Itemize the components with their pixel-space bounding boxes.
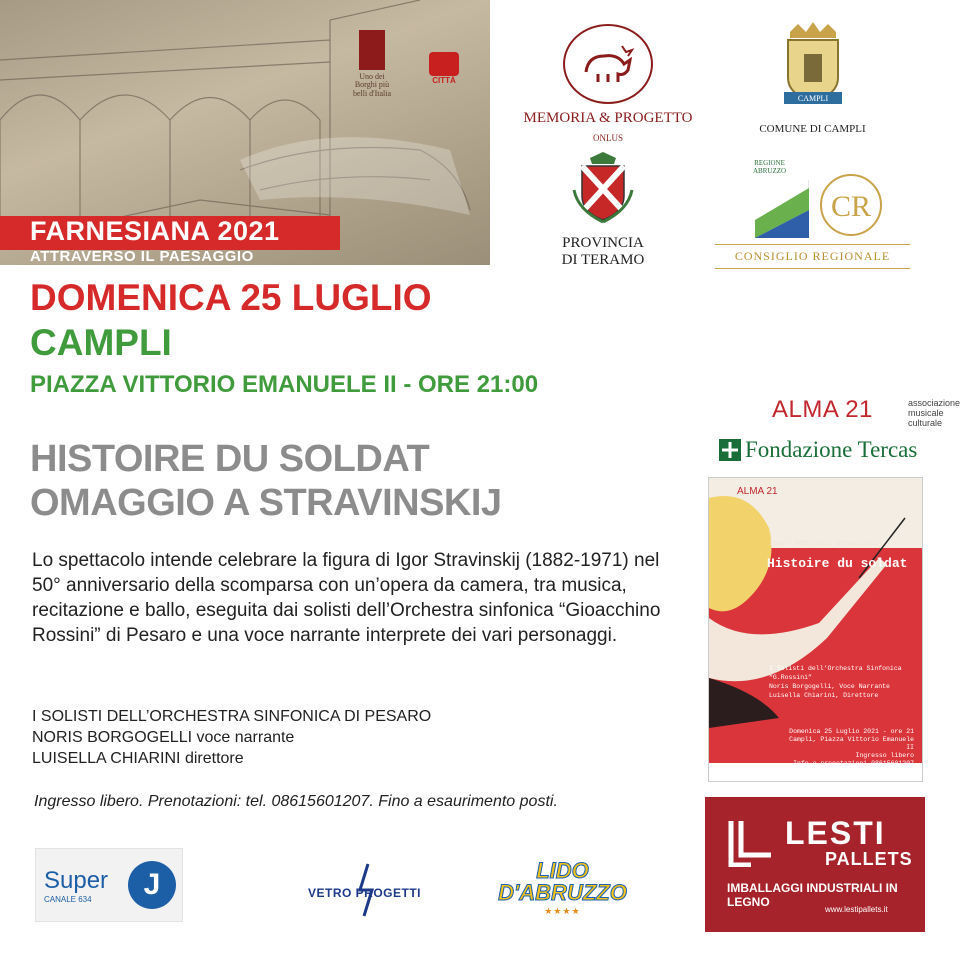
consiglio-divider-bottom: [715, 268, 910, 269]
poster-author: Igor' Fëdorovič Stravinskij: [769, 540, 883, 548]
provincia-teramo-logo: [548, 150, 658, 268]
credit-director: LUISELLA CHIARINI direttore: [32, 750, 244, 767]
borghi-logo: [352, 30, 392, 98]
poster-sponsor-strip: [709, 763, 923, 781]
teramo-crest-icon: [568, 150, 638, 226]
super-j-logo: [35, 848, 183, 922]
svg-text:CR: CR: [830, 190, 872, 223]
provincia-line1: PROVINCIA: [562, 235, 644, 251]
poster-title: Histoire du soldat: [767, 556, 908, 571]
comune-name: COMUNE DI CAMPLI: [759, 123, 866, 135]
poster-body: I Solisti dell’Orchestra Sinfonica “G.Rossini” Noris Borgogelli, Voce Narrante Luisella Chiarini, Direttore: [769, 665, 902, 699]
consiglio-divider-top: [715, 244, 910, 245]
lido-stars: ★★★★: [544, 906, 581, 916]
vetro-progetti-logo: [308, 860, 430, 920]
tower-icon: [359, 30, 385, 70]
lido-line2: D'ABRUZZO: [498, 880, 627, 905]
citta-mark-icon: [429, 52, 459, 76]
credit-orchestra: I SOLISTI DELL’ORCHESTRA SINFONICA DI PESARO: [32, 708, 432, 725]
hero-image: [0, 0, 490, 265]
event-description: Lo spettacolo intende celebrare la figura di Igor Stravinskij (1882-1971) nel 50° anniversario della scomparsa con un’opera da camera, tra musica, recitazione e ballo, eseguita dai solisti dell’Orchestra sinfonica “Gioacchino Rossini” di Pesaro e una voce narrante interprete dei vari personaggi.: [32, 550, 661, 646]
event-date: DOMENICA 25 LUGLIO: [30, 277, 432, 318]
regione-abruzzo-text: REGIONE ABRUZZO: [753, 159, 787, 175]
citta-text: CITTÀ: [432, 76, 456, 85]
lesti-url: www.lestipallets.it: [825, 905, 888, 914]
abruzzo-flag-icon: [755, 180, 809, 238]
lesti-pallets: PALLETS: [825, 849, 913, 869]
consiglio-regionale-logo: [715, 160, 910, 273]
event-title-line2: OMAGGIO A STRAVINSKIJ: [30, 482, 502, 524]
booking-note: Ingresso libero. Prenotazioni: tel. 08615601207. Fino a esaurimento posti.: [34, 793, 558, 810]
event-credits: [32, 706, 431, 769]
farnesiana-subtitle: ATTRAVERSO IL PAESAGGIO: [30, 248, 254, 265]
citta-logo: [422, 52, 466, 92]
lesti-tagline: IMBALLAGGI INDUSTRIALI IN LEGNO: [727, 881, 898, 909]
memoria-name: MEMORIA & PROGETTO: [523, 110, 693, 126]
credit-narrator: NORIS BORGOGELLI voce narrante: [32, 729, 295, 746]
lesti-name: LESTI: [785, 815, 886, 851]
comune-campli-logo: [740, 20, 885, 135]
farnesiana-title: FARNESIANA 2021: [30, 216, 280, 246]
lesti-pallets-logo: [705, 797, 925, 932]
event-city: CAMPLI: [30, 322, 172, 363]
alma21-name: ALMA 21: [772, 396, 873, 423]
campli-crest-icon: [776, 20, 850, 110]
memoria-onlus: ONLUS: [592, 133, 623, 143]
super-j-icon: J: [128, 861, 176, 909]
event-title-line1: HISTOIRE DU SOLDAT: [30, 438, 430, 480]
alma21-logo: [772, 396, 960, 428]
super-canale: CANALE 634: [44, 895, 92, 904]
tercas-name: Fondazione Tercas: [745, 437, 918, 462]
lesti-ll-icon: [727, 819, 775, 867]
tercas-cross-icon: [719, 439, 741, 461]
lamb-seal-icon: [563, 24, 653, 104]
poster-footer: Domenica 25 Luglio 2021 - ore 21 Campli, Piazza Vittorio Emanuele II Ingresso libero: [789, 728, 914, 759]
lido-line1: LIDO: [536, 858, 589, 883]
alma21-subtitle: associazione musicale culturale: [908, 398, 960, 428]
vetro-text: VETRO PROGETTI: [308, 886, 422, 900]
cr-monogram-icon: [820, 174, 882, 236]
fondazione-tercas-logo: [719, 437, 917, 463]
provincia-line2: DI TERAMO: [561, 251, 645, 268]
event-place-time: PIAZZA VITTORIO EMANUELE II - ORE 21:00: [30, 371, 539, 398]
campli-ribbon-text: CAMPLI: [797, 94, 828, 103]
lido-abruzzo-logo: [470, 858, 655, 928]
consiglio-name: CONSIGLIO REGIONALE: [734, 249, 891, 263]
event-poster: [708, 477, 923, 782]
borghi-text: Uno dei Borghi più belli d'Italia: [352, 72, 392, 98]
super-word: Super: [44, 867, 109, 894]
poster-header: ALMA 21: [737, 486, 778, 497]
memoria-progetto-logo: [518, 24, 698, 143]
